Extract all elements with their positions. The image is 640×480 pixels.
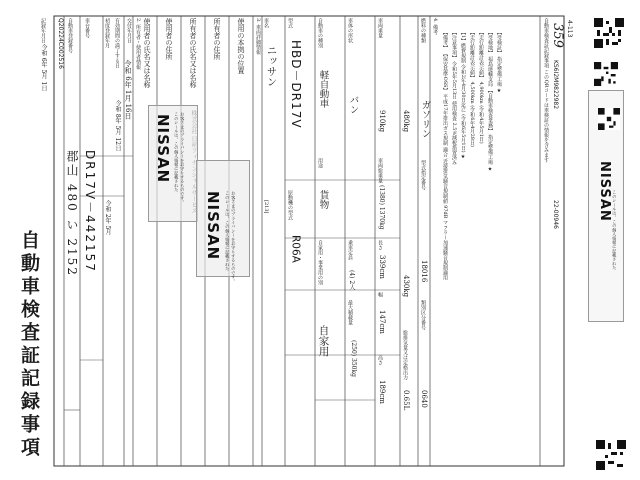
- qr-code-middle: [594, 62, 618, 86]
- handwritten-number: 359: [549, 23, 565, 48]
- class-code-label: 類別区分番号: [420, 300, 426, 330]
- gross-value: (1380) 1370kg: [378, 185, 385, 230]
- owner-section-title: 2. 所有者・使用者情報: [135, 18, 141, 70]
- body-value: バン: [347, 95, 359, 114]
- remarks-line: 【受検地】 福島運輸支局 【自動車検査業務】 指定整備工場 ★: [487, 30, 493, 173]
- issue-date-value: 令和 6年 5月 1日: [40, 44, 47, 92]
- length-label: 長さ: [377, 240, 383, 250]
- engine-label: 原動機の型式: [287, 190, 293, 220]
- nissan-logo: NISSAN: [154, 114, 172, 184]
- seal-note: このシールは、この個人情報に記載された: [174, 112, 180, 192]
- footer-note: 自動車検査証記録事項 このQRコードは車検証の情報を含みます: [543, 18, 549, 163]
- width-value: 147cm: [378, 310, 386, 334]
- plate-label: 自動車登録番号: [67, 18, 73, 53]
- seal-note: このシールは、この個人情報に記載された: [225, 191, 231, 271]
- width-label: 幅: [377, 292, 383, 297]
- length-value: 339cm: [378, 255, 386, 279]
- model-value: HBD－DR17V: [289, 40, 303, 129]
- first-reg-value: 令和 2年 5月: [104, 200, 111, 236]
- maxload-label: 最大積載量: [347, 300, 353, 325]
- owner-name-label: 所有者の氏名又は名称: [189, 18, 197, 88]
- purpose-label: 自家用・事業用の別: [317, 240, 323, 285]
- remarks-line: 【受検証】 指定整備工場 ★: [496, 30, 502, 95]
- fuel-value: ガソリン: [419, 100, 431, 138]
- footer-code: 22-00946: [552, 200, 559, 229]
- weight-value: 910kg: [378, 110, 386, 133]
- qr-code-lower: [598, 108, 620, 130]
- remarks-line: 【走行距離計表示値】 4,500km (令和6年4月28日): [469, 30, 475, 147]
- height-label: 高さ: [377, 355, 383, 365]
- issue-row-label: 交付年月日: [126, 18, 132, 43]
- use-value: 貨物: [317, 190, 329, 209]
- model-code-label: 型式指定番号: [420, 160, 426, 190]
- remarks-label: 4. 備考: [432, 18, 438, 35]
- displacement-value: 0.65L: [402, 390, 410, 411]
- seal-note-2: お客さまのプライバシーをお守りするものです。: [231, 191, 237, 284]
- chassis-value: DR17V－442157: [83, 150, 97, 273]
- chassis-label: 車台番号: [84, 18, 90, 38]
- maker-code: [213]: [263, 200, 269, 214]
- type-label: 自動車の種別: [317, 18, 323, 48]
- privacy-seal-middle: [196, 160, 250, 284]
- privacy-seal-upper: [148, 105, 198, 222]
- fuel-label: 燃料の種類: [420, 18, 426, 43]
- model-code-value: 18016: [420, 260, 428, 283]
- remarks-line: 【備考】 【保安基準OSS】 平成17年排出ガス規制 適合 近接排気騒音規制値 97dB マフラー加速騒音規制適用: [442, 30, 448, 280]
- owner-address-label: 所有者の住所: [213, 18, 221, 60]
- remarks-line: 【1】燃費規制 令和2年4月30日迄に (令和6年5月1日) ★: [460, 30, 466, 161]
- maker-value: ニッサン: [265, 45, 278, 87]
- user-address-label: 使用者の住所: [165, 18, 173, 60]
- front-axle-weight: 480kg: [402, 110, 410, 133]
- model-label: 型式: [287, 18, 293, 28]
- gross-label: 車両総重量: [377, 158, 383, 183]
- displacement-label: 総排気量又は定格出力: [402, 330, 408, 380]
- footer-id: KS6I2M9822982: [552, 60, 559, 110]
- nissan-logo: NISSAN: [204, 191, 222, 261]
- qr-code-top: [594, 18, 624, 48]
- expiry-label: 有効期間の満了する日: [114, 18, 120, 68]
- issue-row-value: 令和 6年 1月 16日: [124, 60, 132, 120]
- expiry-value: 令和 8年 5月 12日: [114, 100, 121, 151]
- page-title: 自動車検査証記録事項: [18, 230, 40, 460]
- nissan-logo: NISSAN: [597, 161, 612, 222]
- body-label: 車体の形状: [347, 18, 353, 43]
- capacity-label: 乗車定員: [347, 240, 353, 260]
- type-value: 軽自動車: [317, 70, 329, 108]
- maker-label: 車名: [263, 18, 269, 28]
- base-location-label: 使用の本拠の位置: [237, 18, 245, 74]
- height-value: 189cm: [378, 380, 386, 404]
- qr-code-bottom: [596, 440, 626, 470]
- first-reg-label: 初度登録年月: [104, 18, 110, 48]
- doc-number: Q20224C002516: [57, 18, 64, 69]
- footer-page: 4-113: [566, 20, 573, 38]
- seal-note-2: お客さまのプライバシーをお守りするものです。: [180, 112, 186, 205]
- seal-note-right: このシールは、この個人情報に記載された: [612, 190, 618, 270]
- user-name-label: 使用者の氏名又は名称: [143, 18, 151, 88]
- weight-label: 車両重量: [377, 18, 383, 38]
- engine-value: R06A: [289, 235, 302, 263]
- remarks-line: 【注意事項】 令和5年5月13日 使用検査 2.5%減税措置済み: [451, 30, 457, 166]
- capacity-value: (4) 2人: [348, 270, 355, 291]
- rear-axle-weight: 430kg: [402, 275, 410, 298]
- remarks-line: 【走行距離計表示値】 4,900km (令和4年5月1日): [478, 30, 484, 144]
- plate-value: 郡山 480 い 2152: [65, 150, 79, 277]
- issue-date-label: 記録年月日: [40, 18, 46, 43]
- class-code-value: 0640: [420, 390, 428, 408]
- vehicle-section-title: 3. 車両詳細情報: [255, 18, 261, 55]
- maxload-value: (250) 350kg: [350, 340, 357, 377]
- use-label: 用途: [317, 158, 323, 168]
- purpose-value: 自家用: [317, 325, 330, 357]
